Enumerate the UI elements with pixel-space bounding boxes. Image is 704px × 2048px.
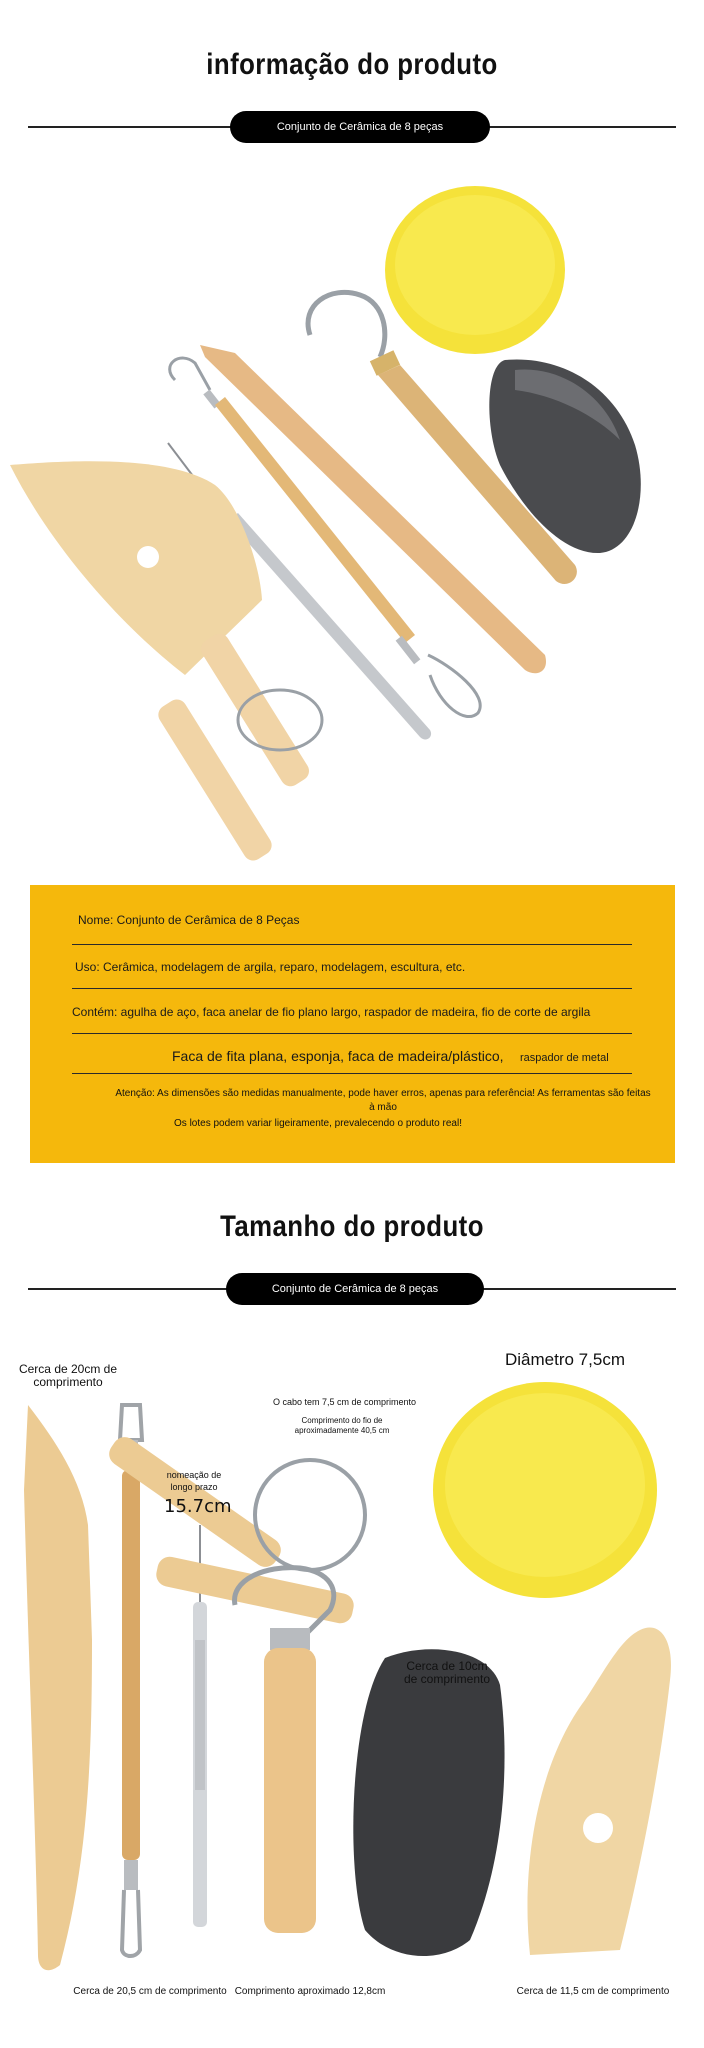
size-label-loop-tool: Comprimento aproximado 12,8cm xyxy=(234,1986,386,1997)
info-divider xyxy=(72,988,632,989)
ribbon-tool-image xyxy=(120,1405,142,1956)
sponge-image xyxy=(433,1382,657,1598)
section-title-size: Tamanho do produto xyxy=(220,1210,484,1243)
info-note-1: Atenção: As dimensões são medidas manualmente, pode haver erros, apenas para referência! As ferramentas são feitas xyxy=(115,1088,651,1099)
info-divider xyxy=(72,1033,632,1034)
size-label-wire-handle: O cabo tem 7,5 cm de comprimento xyxy=(272,1397,417,1407)
product-photo-sizes xyxy=(0,1340,704,1980)
info-name: Nome: Conjunto de Cerâmica de 8 Peças xyxy=(78,913,300,927)
metal-scraper-image xyxy=(353,1649,504,1956)
info-note-3: Os lotes podem variar ligeiramente, prevalecendo o produto real! xyxy=(174,1118,462,1129)
section-pill-size xyxy=(226,1273,484,1305)
product-photo-overview xyxy=(0,185,704,865)
sponge-image xyxy=(385,186,565,354)
info-note-2: à mão xyxy=(369,1102,397,1113)
size-value-needle: 15.7cm xyxy=(164,1496,232,1517)
loop-tool-image xyxy=(235,1568,334,1933)
pill-label: Conjunto de Cerâmica de 8 peças xyxy=(271,1283,439,1295)
size-label-metal-scraper: Cerca de 10cm de comprimento xyxy=(403,1659,491,1686)
info-contents-3: raspador de metal xyxy=(520,1052,609,1064)
section-title-info: informação do produto xyxy=(206,48,498,81)
size-label-wood-rib: Cerca de 11,5 cm de comprimento xyxy=(516,1986,670,1997)
size-label-wire-length: Comprimento do fio de aproximadamente 40,5 cm xyxy=(294,1416,390,1435)
wood-rib-image xyxy=(527,1627,670,1955)
info-divider xyxy=(72,1073,632,1074)
size-label-wood-knife: Cerca de 20cm de comprimento xyxy=(18,1362,118,1389)
section-pill-info xyxy=(230,111,490,143)
pill-label: Conjunto de Cerâmica de 8 peças xyxy=(276,121,444,133)
wood-knife-image xyxy=(24,1405,92,1970)
info-contents-2: Faca de fita plana, esponja, faca de madeira/plástico, xyxy=(172,1048,504,1064)
size-label-needle: nomeação de longo prazo xyxy=(166,1470,222,1492)
size-label-ribbon-tool: Cerca de 20,5 cm de comprimento xyxy=(73,1986,227,1997)
info-divider xyxy=(72,944,632,945)
info-contents: Contém: agulha de aço, faca anelar de fio plano largo, raspador de madeira, fio de corte de argila xyxy=(72,1005,591,1019)
info-use: Uso: Cerâmica, modelagem de argila, reparo, modelagem, escultura, etc. xyxy=(75,960,466,974)
size-label-sponge: Diâmetro 7,5cm xyxy=(505,1350,625,1369)
